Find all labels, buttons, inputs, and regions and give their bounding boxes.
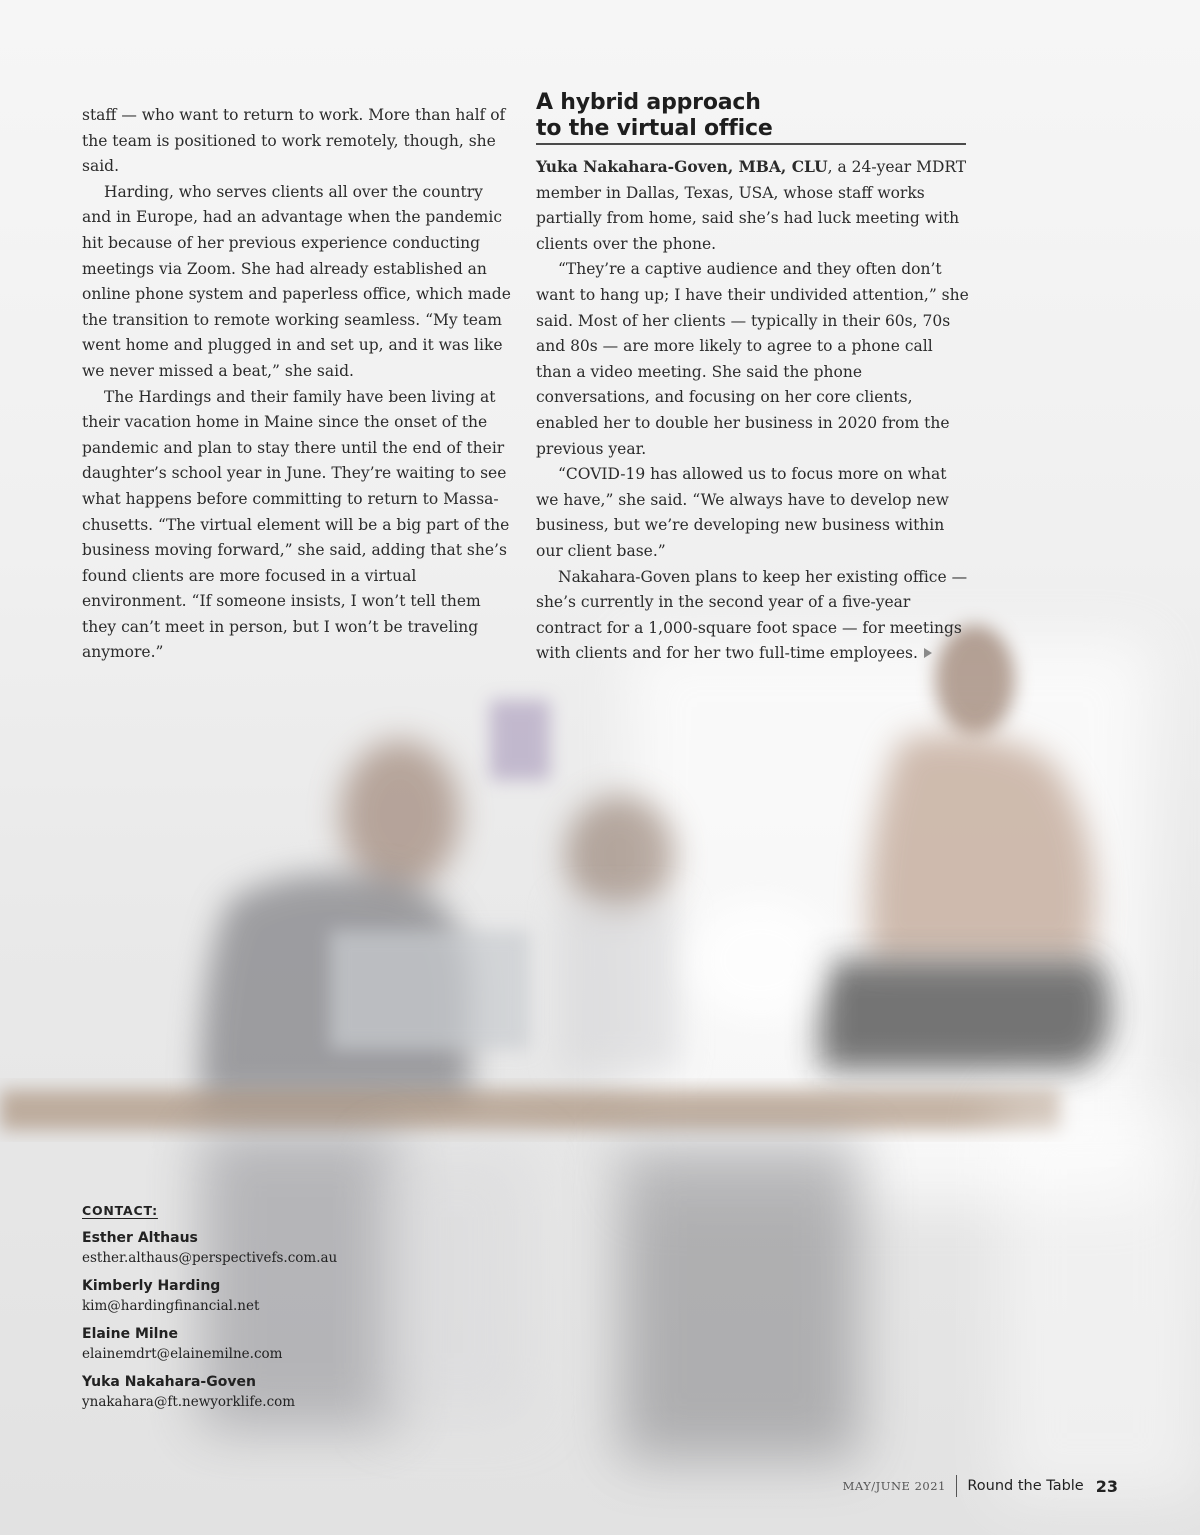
contact-name: Elaine Milne xyxy=(82,1326,178,1342)
section-heading xyxy=(536,90,966,141)
lead-paragraph xyxy=(536,154,972,257)
heading-rule xyxy=(536,143,966,145)
contact-label: CONTACT: xyxy=(82,1203,158,1218)
paragraph: Harding, who serves clients all over the country and in Europe, had an advantage when the pandemic hit because of her previous experience conducting meetings via Zoom. She had already established an online phone system and paperless office, which made the transition to remote working seamless. “My team went home and plugged in and set up, and it was like we never missed a beat,” she said. xyxy=(82,182,511,380)
article-left-column xyxy=(82,103,514,666)
publication-title: Round the Table xyxy=(967,1478,1084,1494)
contact-email: kim@hardingfinancial.net xyxy=(82,1298,260,1314)
paragraph: “COVID-19 has allowed us to focus more on what we have,” she said. “We always have to develop new business, but we’re developing new business within our client base.” xyxy=(536,465,949,560)
continue-arrow-icon xyxy=(924,648,932,658)
paragraph: staff — who want to return to work. More than half of the team is positioned to work remotely, though, she said. xyxy=(82,106,506,176)
section-heading-line-1: A hybrid approach xyxy=(536,90,761,115)
contact-box xyxy=(82,1202,412,1420)
contact-name: Kimberly Harding xyxy=(82,1278,221,1294)
paragraph: “They’re a captive audience and they often don’t want to hang up; I have their undivided attention,” she said. Most of her clients — typically in their 60s, 70s and 80s — are more likely to agree to a phone call than a video meeting. She said the phone conversations, and focusing on her core clients, enabled her to double her business in 2020 from the previous year. xyxy=(536,260,969,458)
contact-entry xyxy=(82,1324,412,1364)
lead-name: Yuka Nakahara-Goven, MBA, CLU xyxy=(536,157,828,176)
article-right-column xyxy=(536,154,972,667)
contact-email: ynakahara@ft.newyorklife.com xyxy=(82,1394,296,1410)
paragraph-text: Nakahara-Goven plans to keep her existing office — she’s currently in the second year of a five-year contract for a 1,000-square foot space — for meetings with clients and for her two full-time employees. xyxy=(536,567,968,663)
contact-email: elainemdrt@elainemilne.com xyxy=(82,1346,283,1362)
section-heading-line-2: to the virtual office xyxy=(536,115,773,141)
contact-entry xyxy=(82,1372,412,1412)
paragraph: The Hardings and their family have been living at their vacation home in Maine since the onset of the pandemic and plan to stay there until the end of their daughter’s school year in June. They’re waiting to see what happens before committing to return to Massa-chusetts. “The virtual element will be a big part of the business moving forward,” she said, adding that she’s found clients are more focused in a virtual environment. “If someone insists, I won’t tell them they can’t meet in person, but I won’t be traveling anymore.” xyxy=(82,387,510,662)
contact-entry xyxy=(82,1228,412,1268)
paragraph-last xyxy=(536,565,972,667)
lead-text: , a 24-year MDRT member in Dallas, Texas, USA, whose staff works partially from home, said she’s had luck meeting with clients over the phone. xyxy=(536,158,967,253)
page-footer xyxy=(843,1474,1118,1498)
contact-name: Esther Althaus xyxy=(82,1230,198,1246)
page-number: 23 xyxy=(1095,1476,1118,1496)
contact-entry xyxy=(82,1276,412,1316)
contact-email: esther.althaus@perspectivefs.com.au xyxy=(82,1250,338,1266)
footer-divider xyxy=(956,1475,958,1497)
contact-name: Yuka Nakahara-Goven xyxy=(82,1374,256,1390)
issue-date: MAY/JUNE 2021 xyxy=(842,1479,946,1493)
